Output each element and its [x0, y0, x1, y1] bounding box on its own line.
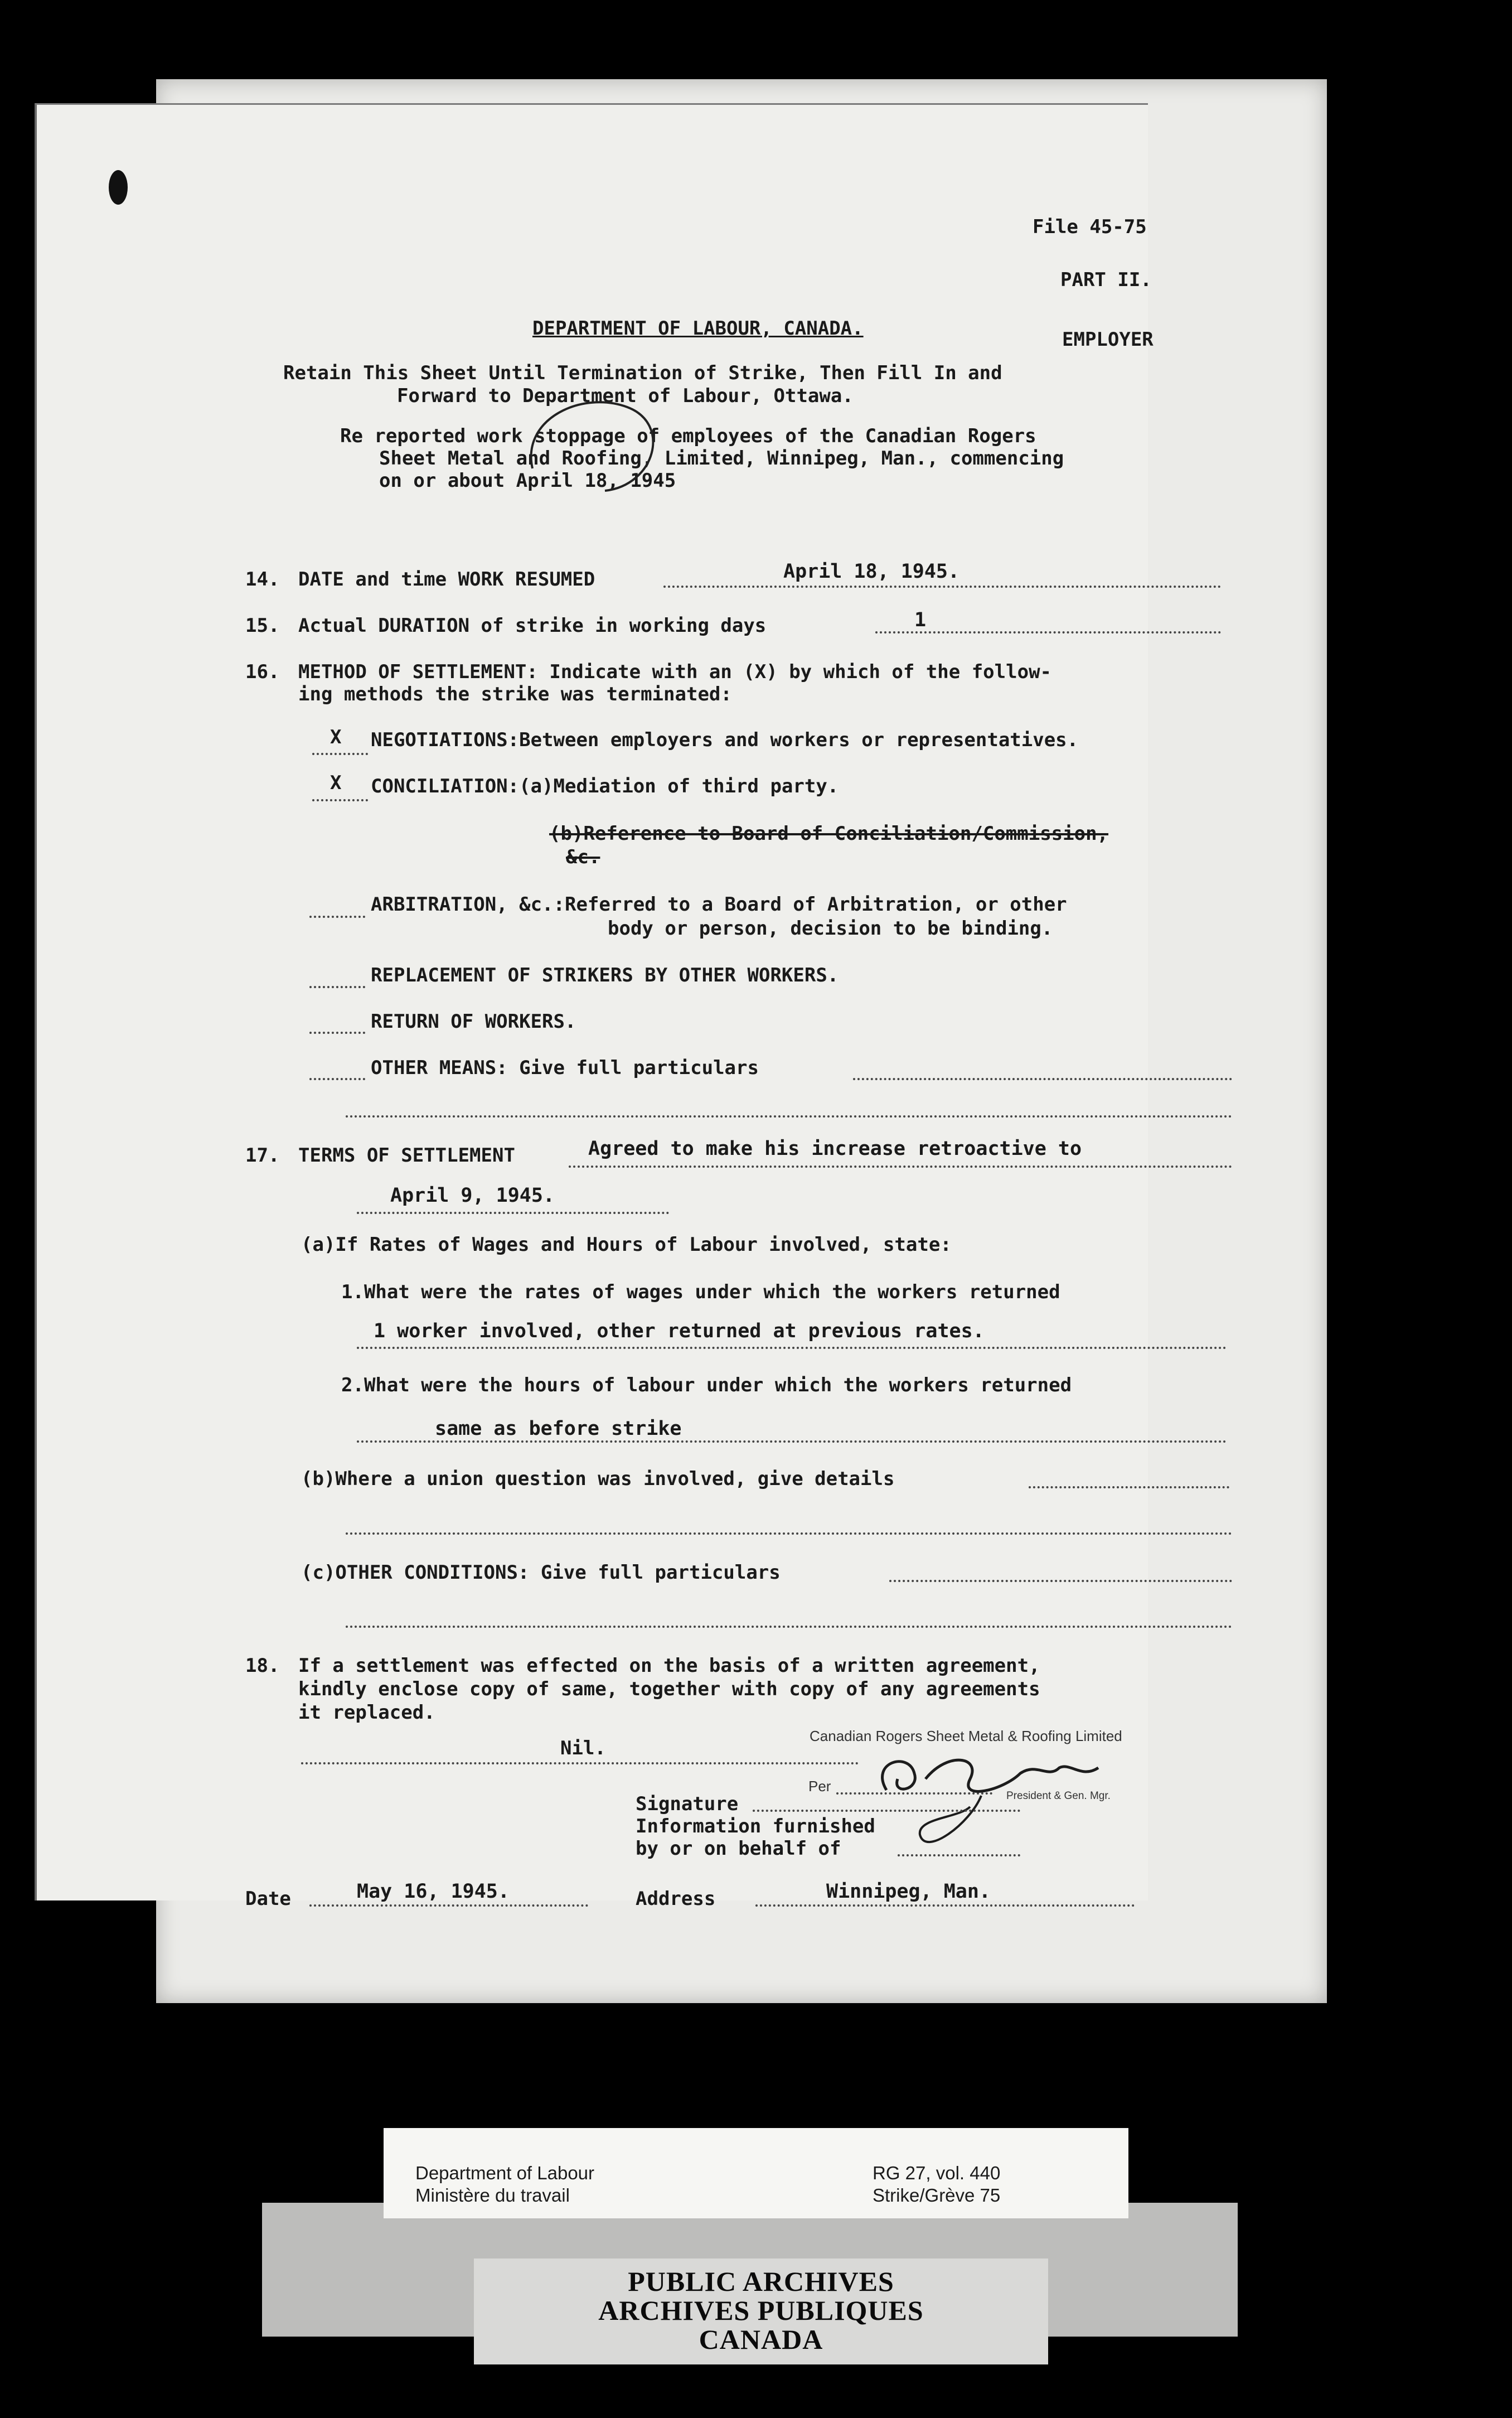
q17c-fill-line-2: [346, 1626, 1232, 1628]
part-label: PART II.: [1060, 269, 1152, 291]
q18-line-1: If a settlement was effected on the basis of a written agreement,: [298, 1655, 1040, 1677]
pencil-mark-icon: [516, 385, 694, 496]
q14-label: DATE and time WORK RESUMED: [298, 568, 595, 591]
q17b-fill-line: [1029, 1486, 1229, 1488]
q18-fill-line: [301, 1762, 859, 1764]
conciliation-label: CONCILIATION:(a)Mediation of third party.: [371, 775, 839, 797]
conciliation-b-line-1: (b)Reference to Board of Conciliation/Commission,: [549, 823, 1109, 845]
q17-value-line-1: Agreed to make his increase retroactive to: [588, 1138, 1082, 1160]
department-fr: Ministère du travail: [415, 2185, 570, 2206]
re-line-1: Re reported work stoppage of employees of the Canadian Rogers: [340, 425, 1036, 447]
signature-line: [753, 1810, 1020, 1812]
employer-label: EMPLOYER: [1062, 328, 1154, 351]
info-line-1: Information furnished: [636, 1815, 875, 1837]
arbitration-label-2: body or person, decision to be binding.: [608, 917, 1053, 940]
q14-number: 14.: [245, 568, 280, 591]
q16-label-line-1: METHOD OF SETTLEMENT: Indicate with an (X) by which of the follow-: [298, 661, 1052, 683]
address-fill-line: [755, 1904, 1135, 1907]
q17-value-line-2: April 9, 1945.: [390, 1184, 555, 1207]
date-value: May 16, 1945.: [357, 1880, 510, 1903]
department-title: DEPARTMENT OF LABOUR, CANADA.: [532, 317, 864, 340]
q15-fill-line: [875, 631, 1221, 633]
per-label: Per: [808, 1778, 831, 1795]
address-label: Address: [636, 1888, 716, 1910]
arbitration-blank: [309, 916, 365, 918]
arbitration-label-1: ARBITRATION, &c.:Referred to a Board of Arbitration, or other: [371, 893, 1067, 916]
q18-line-3: it replaced.: [298, 1701, 435, 1724]
archive-stamp-line-1: PUBLIC ARCHIVES: [628, 2266, 894, 2297]
archive-stamp-line-2: ARCHIVES PUBLIQUES: [598, 2295, 924, 2326]
info-line: [898, 1854, 1020, 1856]
record-group-ref: RG 27, vol. 440: [873, 2163, 1001, 2183]
replacement-blank: [309, 986, 365, 988]
date-fill-line: [309, 1904, 588, 1907]
q15-number: 15.: [245, 615, 280, 637]
department-en: Department of Labour: [415, 2163, 595, 2183]
conciliation-b-line-2: &c.: [566, 846, 600, 868]
return-label: RETURN OF WORKERS.: [371, 1010, 576, 1033]
q17-fill-line-2: [357, 1212, 669, 1214]
instruction-line-1: Retain This Sheet Until Termination of Strike, Then Fill In and: [283, 362, 1002, 384]
q17a1-label: 1.What were the rates of wages under which the workers returned: [341, 1281, 1060, 1303]
q17a2-label: 2.What were the hours of labour under which the workers returned: [341, 1374, 1072, 1396]
q17a1-value: 1 worker involved, other returned at previous rates.: [374, 1320, 985, 1342]
q18-number: 18.: [245, 1655, 280, 1677]
q17b-fill-line-2: [346, 1532, 1232, 1535]
q17a-label: (a)If Rates of Wages and Hours of Labour involved, state:: [301, 1234, 952, 1256]
other-means-fill-line-2: [346, 1115, 1232, 1118]
company-stamp: Canadian Rogers Sheet Metal & Roofing Limited: [810, 1728, 1122, 1744]
punch-hole: [109, 170, 128, 205]
q17-label: TERMS OF SETTLEMENT: [298, 1144, 515, 1167]
q17a2-value: same as before strike: [435, 1418, 682, 1440]
other-means-label: OTHER MEANS: Give full particulars: [371, 1057, 759, 1079]
other-means-fill-line: [853, 1078, 1232, 1080]
q17c-fill-line: [889, 1580, 1232, 1582]
q16-number: 16.: [245, 661, 280, 683]
q16-label-line-2: ing methods the strike was terminated:: [298, 683, 732, 705]
info-line-2: by or on behalf of: [636, 1837, 841, 1860]
strike-ref: Strike/Grève 75: [873, 2185, 1001, 2206]
negotiations-blank: [312, 753, 368, 755]
signature-handwriting-icon: [836, 1729, 1171, 1874]
negotiations-mark: X: [330, 726, 342, 748]
address-value: Winnipeg, Man.: [826, 1880, 991, 1903]
signature-label: Signature: [636, 1793, 739, 1815]
q15-value: 1: [914, 609, 927, 631]
q18-line-2: kindly enclose copy of same, together with copy of any agreements: [298, 1678, 1040, 1700]
q18-value: Nil.: [560, 1737, 606, 1759]
conciliation-blank: [312, 799, 368, 801]
q14-value: April 18, 1945.: [783, 560, 960, 583]
q17a2-fill-line: [357, 1440, 1227, 1443]
date-label: Date: [245, 1888, 291, 1910]
archive-stamp-line-3: CANADA: [699, 2324, 823, 2355]
re-line-2: Sheet Metal and Roofing, Limited, Winnipeg, Man., commencing: [379, 447, 1064, 470]
q17c-label: (c)OTHER CONDITIONS: Give full particulars: [301, 1561, 781, 1584]
q14-fill-line: [663, 586, 1221, 588]
file-number: File 45-75: [1033, 216, 1147, 238]
q15-label: Actual DURATION of strike in working days: [298, 615, 767, 637]
other-means-blank: [309, 1078, 365, 1080]
replacement-label: REPLACEMENT OF STRIKERS BY OTHER WORKERS.: [371, 964, 839, 986]
q17-fill-line: [569, 1166, 1232, 1168]
q17b-label: (b)Where a union question was involved, give details: [301, 1468, 895, 1490]
conciliation-mark: X: [330, 772, 342, 794]
re-line-3: on or about April 18, 1945: [379, 470, 676, 492]
instruction-line-2: Forward to Department of Labour, Ottawa.: [397, 385, 854, 407]
q17-number: 17.: [245, 1144, 280, 1167]
title-stamp: President & Gen. Mgr.: [1006, 1790, 1111, 1802]
q17a1-fill-line: [357, 1347, 1227, 1349]
negotiations-label: NEGOTIATIONS:Between employers and workers or representatives.: [371, 729, 1079, 751]
return-blank: [309, 1032, 365, 1034]
